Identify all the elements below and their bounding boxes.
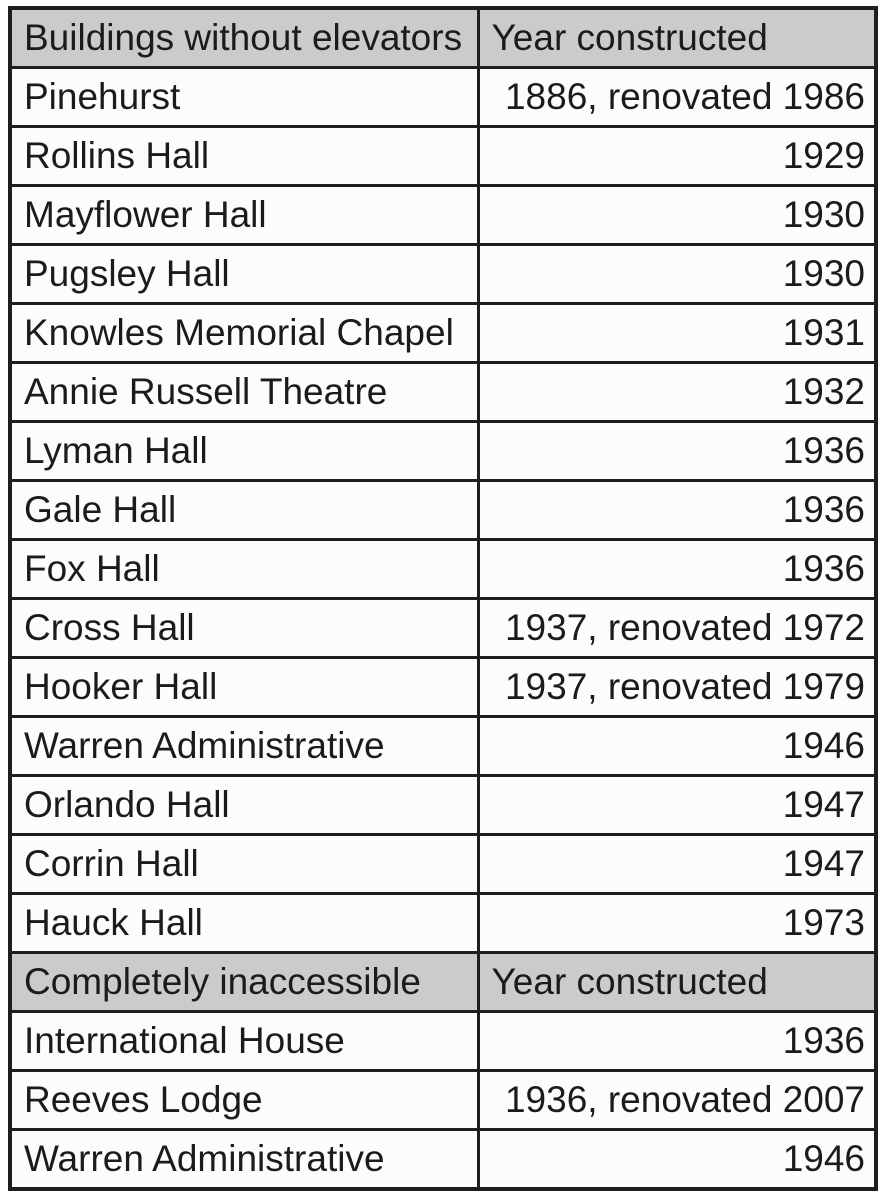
building-name-cell: Fox Hall <box>10 540 478 599</box>
year-cell: 1936 <box>478 481 876 540</box>
year-cell: 1947 <box>478 776 876 835</box>
table-row <box>10 422 876 481</box>
table-row <box>10 127 876 186</box>
building-name-cell: Orlando Hall <box>10 776 478 835</box>
building-name-cell: Lyman Hall <box>10 422 478 481</box>
year-column-header-cell: Year constructed <box>478 953 876 1012</box>
section-header-row <box>10 8 876 68</box>
year-cell: 1931 <box>478 304 876 363</box>
year-column-header-cell: Year constructed <box>478 8 876 68</box>
year-cell: 1936 <box>478 540 876 599</box>
table-row <box>10 304 876 363</box>
section-title-cell: Buildings without elevators <box>10 8 478 68</box>
building-name-cell: Gale Hall <box>10 481 478 540</box>
year-cell: 1937, renovated 1979 <box>478 658 876 717</box>
year-cell: 1946 <box>478 717 876 776</box>
section-header-row <box>10 953 876 1012</box>
building-name-cell: Reeves Lodge <box>10 1071 478 1130</box>
year-cell: 1929 <box>478 127 876 186</box>
building-name-cell: International House <box>10 1012 478 1071</box>
year-cell: 1936, renovated 2007 <box>478 1071 876 1130</box>
table-row <box>10 835 876 894</box>
year-cell: 1930 <box>478 245 876 304</box>
table-row <box>10 658 876 717</box>
building-name-cell: Cross Hall <box>10 599 478 658</box>
table-row <box>10 481 876 540</box>
year-cell: 1936 <box>478 1012 876 1071</box>
table-row <box>10 186 876 245</box>
building-name-cell: Pinehurst <box>10 68 478 127</box>
building-name-cell: Annie Russell Theatre <box>10 363 478 422</box>
table-row <box>10 363 876 422</box>
table-row <box>10 717 876 776</box>
building-name-cell: Hauck Hall <box>10 894 478 953</box>
buildings-accessibility-table <box>8 6 878 1191</box>
year-cell: 1930 <box>478 186 876 245</box>
table-body <box>10 8 876 1189</box>
building-name-cell: Warren Administrative <box>10 1130 478 1190</box>
table-row <box>10 1012 876 1071</box>
year-cell: 1932 <box>478 363 876 422</box>
year-cell: 1937, renovated 1972 <box>478 599 876 658</box>
year-cell: 1973 <box>478 894 876 953</box>
table-row <box>10 1071 876 1130</box>
table-row <box>10 1130 876 1190</box>
building-name-cell: Warren Administrative <box>10 717 478 776</box>
year-cell: 1886, renovated 1986 <box>478 68 876 127</box>
section-title-cell: Completely inaccessible <box>10 953 478 1012</box>
building-name-cell: Rollins Hall <box>10 127 478 186</box>
building-name-cell: Mayflower Hall <box>10 186 478 245</box>
building-name-cell: Pugsley Hall <box>10 245 478 304</box>
building-name-cell: Corrin Hall <box>10 835 478 894</box>
table-row <box>10 894 876 953</box>
building-name-cell: Knowles Memorial Chapel <box>10 304 478 363</box>
building-name-cell: Hooker Hall <box>10 658 478 717</box>
table-row <box>10 599 876 658</box>
table-row <box>10 540 876 599</box>
year-cell: 1947 <box>478 835 876 894</box>
year-cell: 1946 <box>478 1130 876 1190</box>
year-cell: 1936 <box>478 422 876 481</box>
table-row <box>10 68 876 127</box>
table-row <box>10 776 876 835</box>
table-row <box>10 245 876 304</box>
